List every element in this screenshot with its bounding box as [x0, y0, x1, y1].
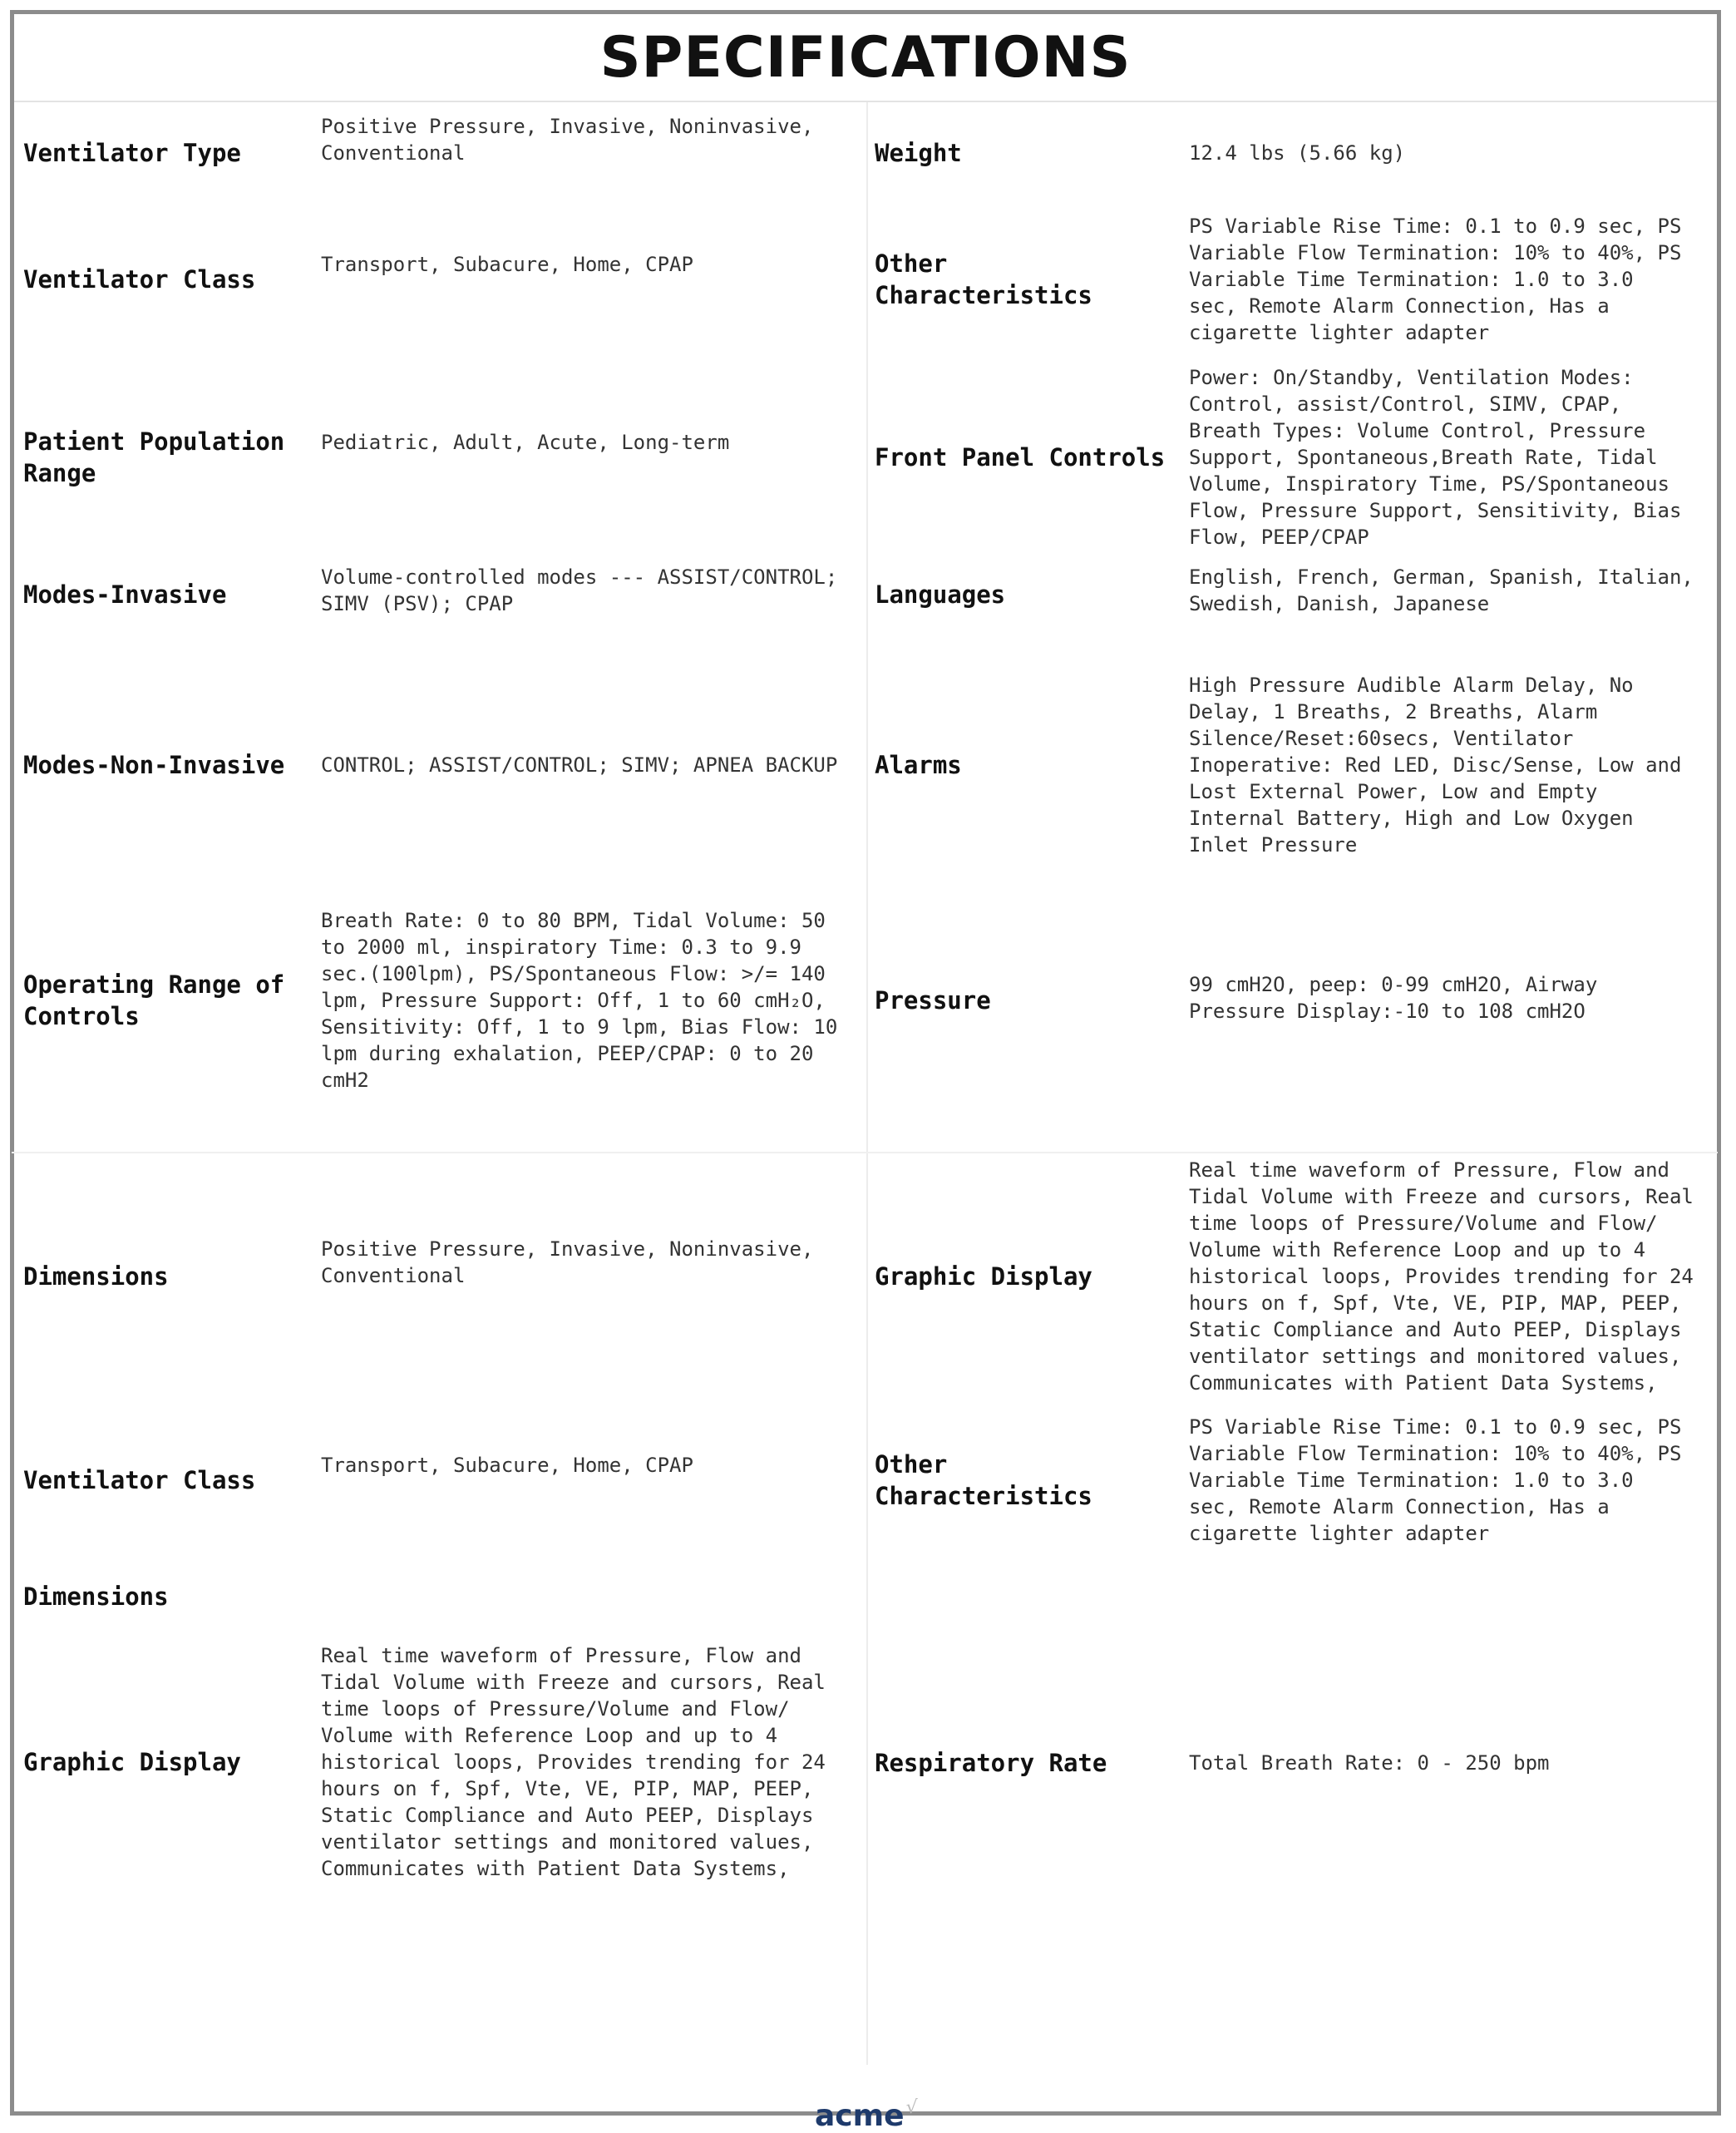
spec-label: Graphic Display [23, 1748, 241, 1776]
spec-row-graphic-display-right [875, 1156, 1713, 1397]
section-break [12, 1152, 1718, 1153]
spec-row-modes-invasive [23, 564, 870, 625]
spec-value: Positive Pressure, Invasive, Noninvasive, Conventional [321, 115, 814, 165]
spec-row-modes-non-invasive [23, 674, 870, 857]
spec-row-ventilator-type [23, 106, 870, 200]
spec-value: 12.4 lbs (5.66 kg) [1189, 141, 1406, 165]
spec-label: Other Characteristics [875, 249, 1092, 309]
spec-row-patient-population [23, 358, 870, 557]
spec-value: PS Variable Rise Time: 0.1 to 0.9 sec, PS Variable Flow Termination: 10% to 40%, PS Variable Time Termination: 1.0 to 3.0 sec, Remote Alarm Connection, Has a cigarette lighter adapter [1189, 215, 1682, 344]
spec-row-dimensions-2 [23, 1577, 870, 1617]
spec-value: Power: On/Standby, Ventilation Modes: Control, assist/Control, SIMV, CPAP, Breath Types: Volume Control, Pressure Support, Spontaneous,Breath Rate, Tidal Volume, Inspiratory Time, PS/Spontaneous Flow, Pressure Support, Sensitivity, Bias Flow, PEEP/CPAP [1189, 366, 1682, 549]
spec-value: Pediatric, Adult, Acute, Long-term [321, 431, 730, 454]
spec-value: Total Breath Rate: 0 - 250 bpm [1189, 1751, 1550, 1775]
spec-value: Real time waveform of Pressure, Flow and Tidal Volume with Freeze and cursors, Real time loops of Pressure/Volume and Flow/ Volume with Reference Loop and up to 4 historical loops, Provides trending for 24 hours on f, Spf, Vte, VE, PIP, MAP, PEEP, Static Compliance and Auto PEEP, Displays ventilator settings and monitored values, Communicates with Patient Data Systems, [321, 1644, 826, 1880]
spec-label: Modes-Invasive [23, 580, 227, 609]
acme-logo [815, 2097, 918, 2133]
spec-value: Transport, Subacure, Home, CPAP [321, 1454, 693, 1477]
spec-label: Ventilator Type [23, 139, 241, 167]
spec-label: Alarms [875, 751, 962, 779]
page-title: SPECIFICATIONS [599, 24, 1132, 91]
spec-label: Languages [875, 580, 1006, 609]
spec-row-ventilator-class-2 [23, 1414, 870, 1547]
spec-label: Pressure [875, 986, 991, 1015]
spec-row-other-characteristics-2 [875, 1410, 1713, 1550]
spec-label: Ventilator Class [23, 265, 256, 294]
spec-value: English, French, German, Spanish, Italian, Swedish, Danish, Japanese [1189, 565, 1694, 615]
spec-row-languages [875, 564, 1713, 625]
title-divider [14, 101, 1717, 102]
spec-row-graphic-display [23, 1642, 870, 1883]
spec-label: Patient Population Range [23, 427, 285, 487]
spec-row-other-characteristics [875, 210, 1713, 349]
spec-value: PS Variable Rise Time: 0.1 to 0.9 sec, PS Variable Flow Termination: 10% to 40%, PS Variable Time Termination: 1.0 to 3.0 sec, Remote Alarm Connection, Has a cigarette lighter adapter [1189, 1415, 1682, 1545]
spec-row-ventilator-class [23, 213, 870, 346]
spec-label: Operating Range of Controls [23, 970, 285, 1030]
spec-label: Respiratory Rate [875, 1749, 1107, 1777]
spec-value: 99 cmH2O, peep: 0-99 cmH2O, Airway Pressure Display:-10 to 108 cmH2O [1189, 973, 1598, 1023]
spec-label: Weight [875, 139, 962, 167]
spec-value: Volume-controlled modes --- ASSIST/CONTROL; SIMV (PSV); CPAP [321, 565, 838, 615]
spec-value: Breath Rate: 0 to 80 BPM, Tidal Volume: 50 to 2000 ml, inspiratory Time: 0.3 to 9.9 sec.(100lpm), PS/Spontaneous Flow: >/= 140 lpm, Pressure Support: Off, 1 to 60 cmH₂O, Sensitivity: Off, 1 to 9 lpm, Bias Flow: 10 lpm during exhalation, PEEP/CPAP: 0 to 20 cmH2 [321, 909, 838, 1092]
spec-label: Dimensions [23, 1582, 169, 1611]
spec-row-front-panel-controls [875, 363, 1713, 552]
spec-value: CONTROL; ASSIST/CONTROL; SIMV; APNEA BACKUP [321, 753, 838, 777]
spec-label: Modes-Non-Invasive [23, 751, 285, 779]
logo-tick-mark: √ [905, 2097, 918, 2118]
spec-label: Other Characteristics [875, 1450, 1092, 1510]
spec-row-weight [875, 106, 1713, 200]
spec-value: Positive Pressure, Invasive, Noninvasive, Conventional [321, 1237, 814, 1287]
spec-label: Front Panel Controls [875, 443, 1166, 472]
spec-value: Transport, Subacure, Home, CPAP [321, 253, 693, 276]
spec-row-operating-range [23, 906, 870, 1094]
spec-value: Real time waveform of Pressure, Flow and Tidal Volume with Freeze and cursors, Real time loops of Pressure/Volume and Flow/ Volume with Reference Loop and up to 4 historical loops, Provides trending for 24 hours on f, Spf, Vte, VE, PIP, MAP, PEEP, Static Compliance and Auto PEEP, Displays ventilator settings and monitored values, Communicates with Patient Data Systems, [1189, 1158, 1694, 1395]
spec-value: High Pressure Audible Alarm Delay, No Delay, 1 Breaths, 2 Breaths, Alarm Silence/Reset:60secs, Ventilator Inoperative: Red LED, Disc/Sense, Low and Lost External Power, Low and Empty Internal Battery, High and Low Oxygen Inlet Pressure [1189, 674, 1682, 857]
spec-row-respiratory-rate [875, 1738, 1713, 1788]
logo-text: acme [815, 2099, 905, 2133]
spec-label: Ventilator Class [23, 1466, 256, 1494]
spec-row-dimensions [23, 1164, 870, 1389]
spec-row-alarms [875, 672, 1713, 858]
spec-label: Dimensions [23, 1262, 169, 1291]
spec-row-pressure [875, 906, 1713, 1094]
spec-label: Graphic Display [875, 1262, 1092, 1291]
